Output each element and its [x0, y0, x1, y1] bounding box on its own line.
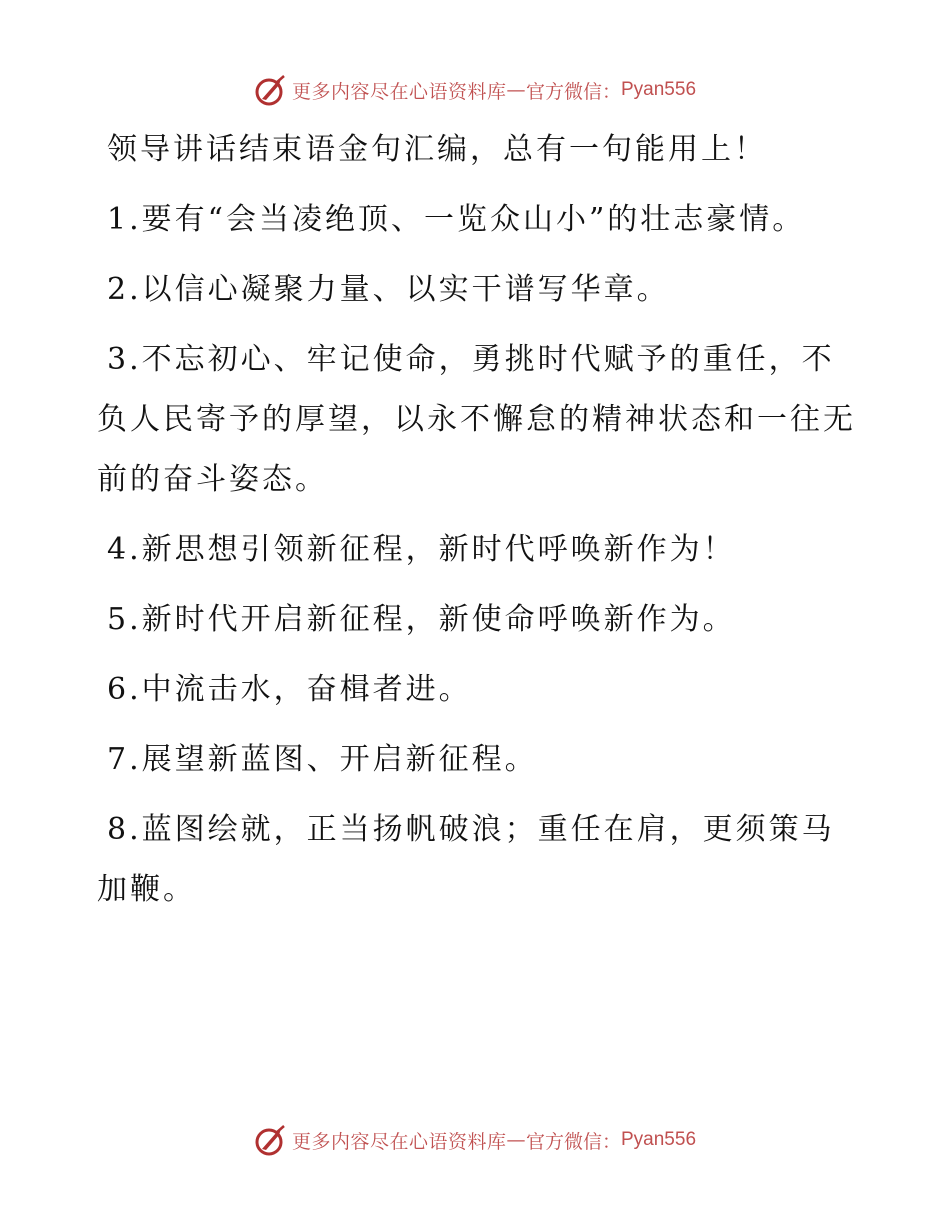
list-item: 4.新思想引领新征程，新时代呼唤新作为！ [107, 532, 736, 567]
list-item: 5.新时代开启新征程，新使命呼唤新作为。 [107, 602, 736, 637]
list-item: 3.不忘初心、牢记使命，勇挑时代赋予的重任，不负人民寄予的厚望，以永不懈怠的精神状态和一往无前的奋斗姿态。 [97, 342, 856, 497]
footer-watermark [0, 1120, 950, 1160]
header-wechat-id: Pyan556 [621, 79, 697, 100]
list-item: 6.中流击水，奋楫者进。 [107, 672, 472, 707]
list-item: 8.蓝图绘就，正当扬帆破浪；重任在肩，更须策马加鞭。 [97, 812, 835, 907]
footer-separator: — [506, 1129, 526, 1151]
list-item: 7.展望新蓝图、开启新征程。 [107, 742, 538, 777]
footer-wechat-label: 官方微信： [525, 1130, 621, 1153]
footer-site-text: 更多内容尽在心语资料库 [291, 1130, 507, 1153]
header-separator: — [506, 79, 526, 101]
header-wechat-label: 官方微信： [525, 80, 621, 103]
document-title: 领导讲话结束语金句汇编，总有一句能用上！ [107, 132, 767, 167]
footer-wechat-id: Pyan556 [621, 1129, 697, 1150]
list-item: 2.以信心凝聚力量、以实干谱写华章。 [107, 272, 670, 307]
header-site-text: 更多内容尽在心语资料库 [291, 80, 507, 103]
pen-nib-logo-icon [254, 73, 288, 107]
header-watermark [0, 70, 950, 110]
document-body [97, 120, 857, 930]
list-item: 1.要有“会当凌绝顶、一览众山小”的壮志豪情。 [107, 202, 806, 237]
pen-nib-logo-icon [254, 1123, 288, 1157]
